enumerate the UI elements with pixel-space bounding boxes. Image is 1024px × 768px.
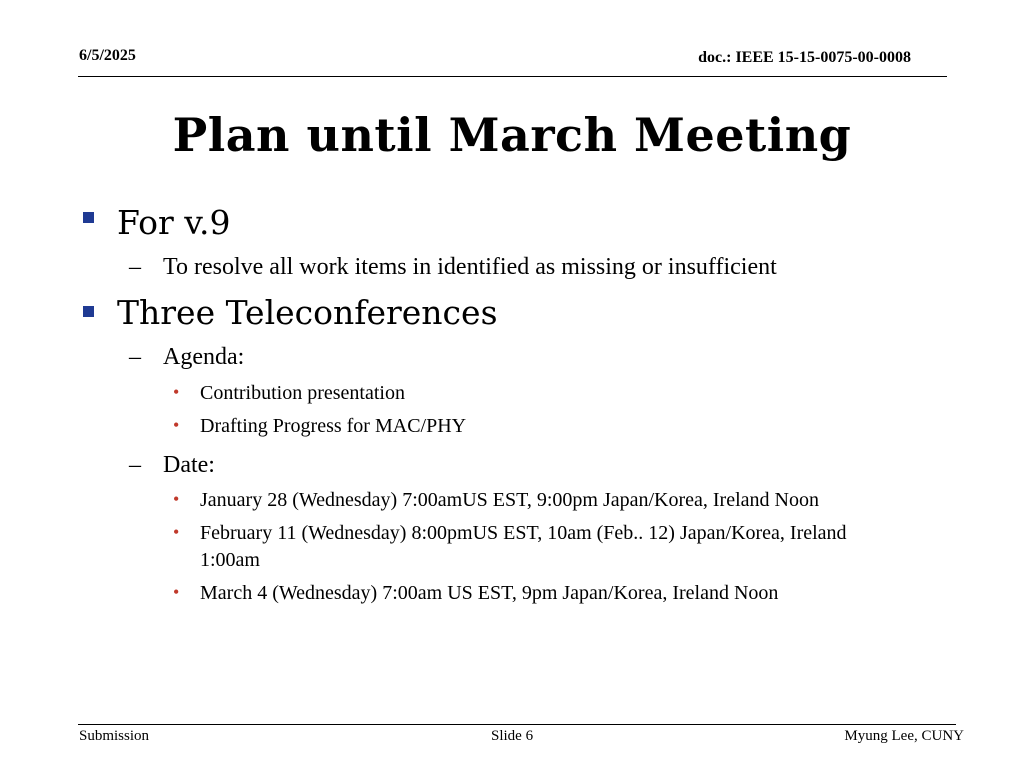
dot-bullet-icon: •	[173, 415, 180, 435]
subitem-date: Date:	[163, 452, 215, 478]
subitem-agenda: Agenda:	[163, 344, 245, 370]
footer-submission: Submission	[79, 728, 150, 744]
footer-divider	[78, 724, 956, 725]
dash-bullet-icon: –	[129, 452, 141, 478]
date-item: January 28 (Wednesday) 7:00amUS EST, 9:00pm Japan/Korea, Ireland Noon	[200, 489, 819, 511]
header-date: 6/5/2025	[79, 47, 136, 64]
date-item: March 4 (Wednesday) 7:00am US EST, 9pm Japan/Korea, Ireland Noon	[200, 582, 779, 604]
agenda-item: Contribution presentation	[200, 382, 405, 404]
date-item: February 11 (Wednesday) 8:00pmUS EST, 10am (Feb.. 12) Japan/Korea, Ireland 1:00am	[200, 522, 847, 571]
footer-slide-number: Slide 6	[491, 728, 534, 744]
header-doc-id: doc.: IEEE 15-15-0075-00-0008	[698, 49, 911, 66]
header-divider	[78, 76, 947, 77]
footer-author: Myung Lee, CUNY	[844, 728, 964, 744]
dot-bullet-icon: •	[173, 489, 180, 509]
square-bullet-icon	[83, 306, 94, 317]
slide-title: Plan until March Meeting	[172, 108, 852, 162]
square-bullet-icon	[83, 212, 94, 223]
bullet-three-teleconferences: Three Teleconferences	[117, 293, 498, 332]
dot-bullet-icon: •	[173, 582, 180, 602]
agenda-item: Drafting Progress for MAC/PHY	[200, 415, 467, 437]
dot-bullet-icon: •	[173, 382, 180, 402]
dash-bullet-icon: –	[129, 344, 141, 370]
dot-bullet-icon: •	[173, 522, 180, 542]
dash-bullet-icon: –	[129, 254, 141, 280]
subitem-resolve-work-items: To resolve all work items in identified as missing or insufficient	[163, 254, 777, 280]
bullet-for-v9: For v.9	[117, 203, 231, 242]
